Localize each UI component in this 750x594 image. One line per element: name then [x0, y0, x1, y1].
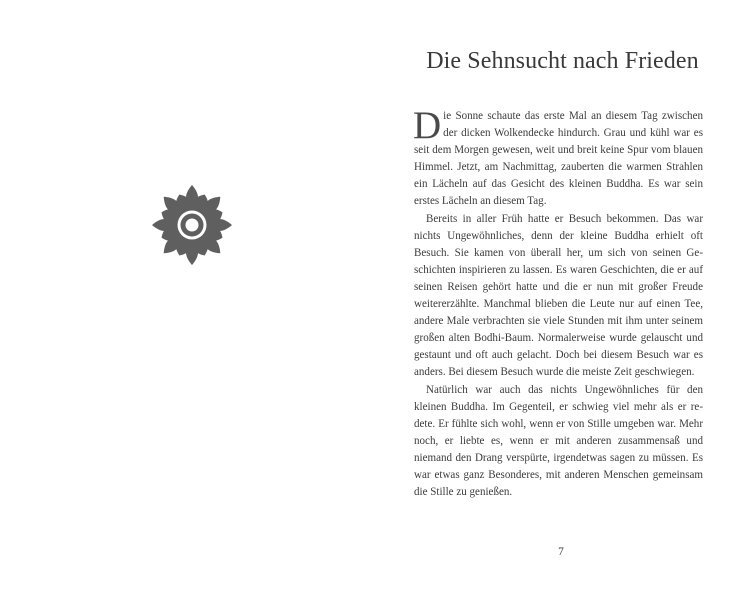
chapter-title: Die Sehnsucht nach Frieden	[426, 48, 699, 74]
lotus-flower-icon	[150, 183, 234, 267]
paragraph-3: Natürlich war auch das nichts Ungewöhnliches für den kleinen Buddha. Im Gegenteil, er schwieg viel mehr als er redete. Er fühlte sich wohl, wenn er von Stille umgeben war. Mehr noch, er liebte es, wenn er mit anderen zusammensaß und niemand den Drang verspürte, irgendetwas sagen zu müssen. Es war etwas ganz Besonderes, mit anderen Menschen gemeinsam die Stille zu genießen.	[414, 383, 703, 499]
drop-cap: D	[413, 104, 442, 147]
page-number: 7	[558, 546, 564, 558]
right-page	[380, 0, 750, 594]
paragraph-1	[413, 104, 703, 211]
paragraph-1-text: ie Sonne schaute das erste Mal an diesem Tag zwischen der dicken Wolkendecke hindurch. Grau und kühl war es seit dem Morgen gewesen, weit und breit keine Spur vom blauen Himmel. Jetzt, am Nachmittag, zauberten die warmen Strahlen ein Lächeln auf das Gesicht des kleinen Buddha. Es war sein erstes Lächeln an diesem Tag.	[414, 110, 703, 208]
chapter-body	[413, 104, 703, 501]
paragraph-2: Bereits in aller Früh hatte er Besuch bekommen. Das war nichts Ungewöhnliches, denn der kleine Buddha erhielt oft Besuch. Sie kamen von überall her, um sich von seinen Geschichten inspirieren zu lassen. Es waren Geschichten, die er auf seinen Reisen gehört hatte und die er nun mit großer Freude weitererzählte. Manchmal blieben die Leute nur auf einen Tee, andere Male verbrachten sie viele Stunden mit ihm unter seinem großen alten Bodhi-Baum. Normalerweise wurde gelauscht und gestaunt und oft auch gelacht. Doch bei diesem Besuch war es anders. Bei diesem Besuch wurde die meiste Zeit geschwiegen.	[414, 212, 703, 379]
